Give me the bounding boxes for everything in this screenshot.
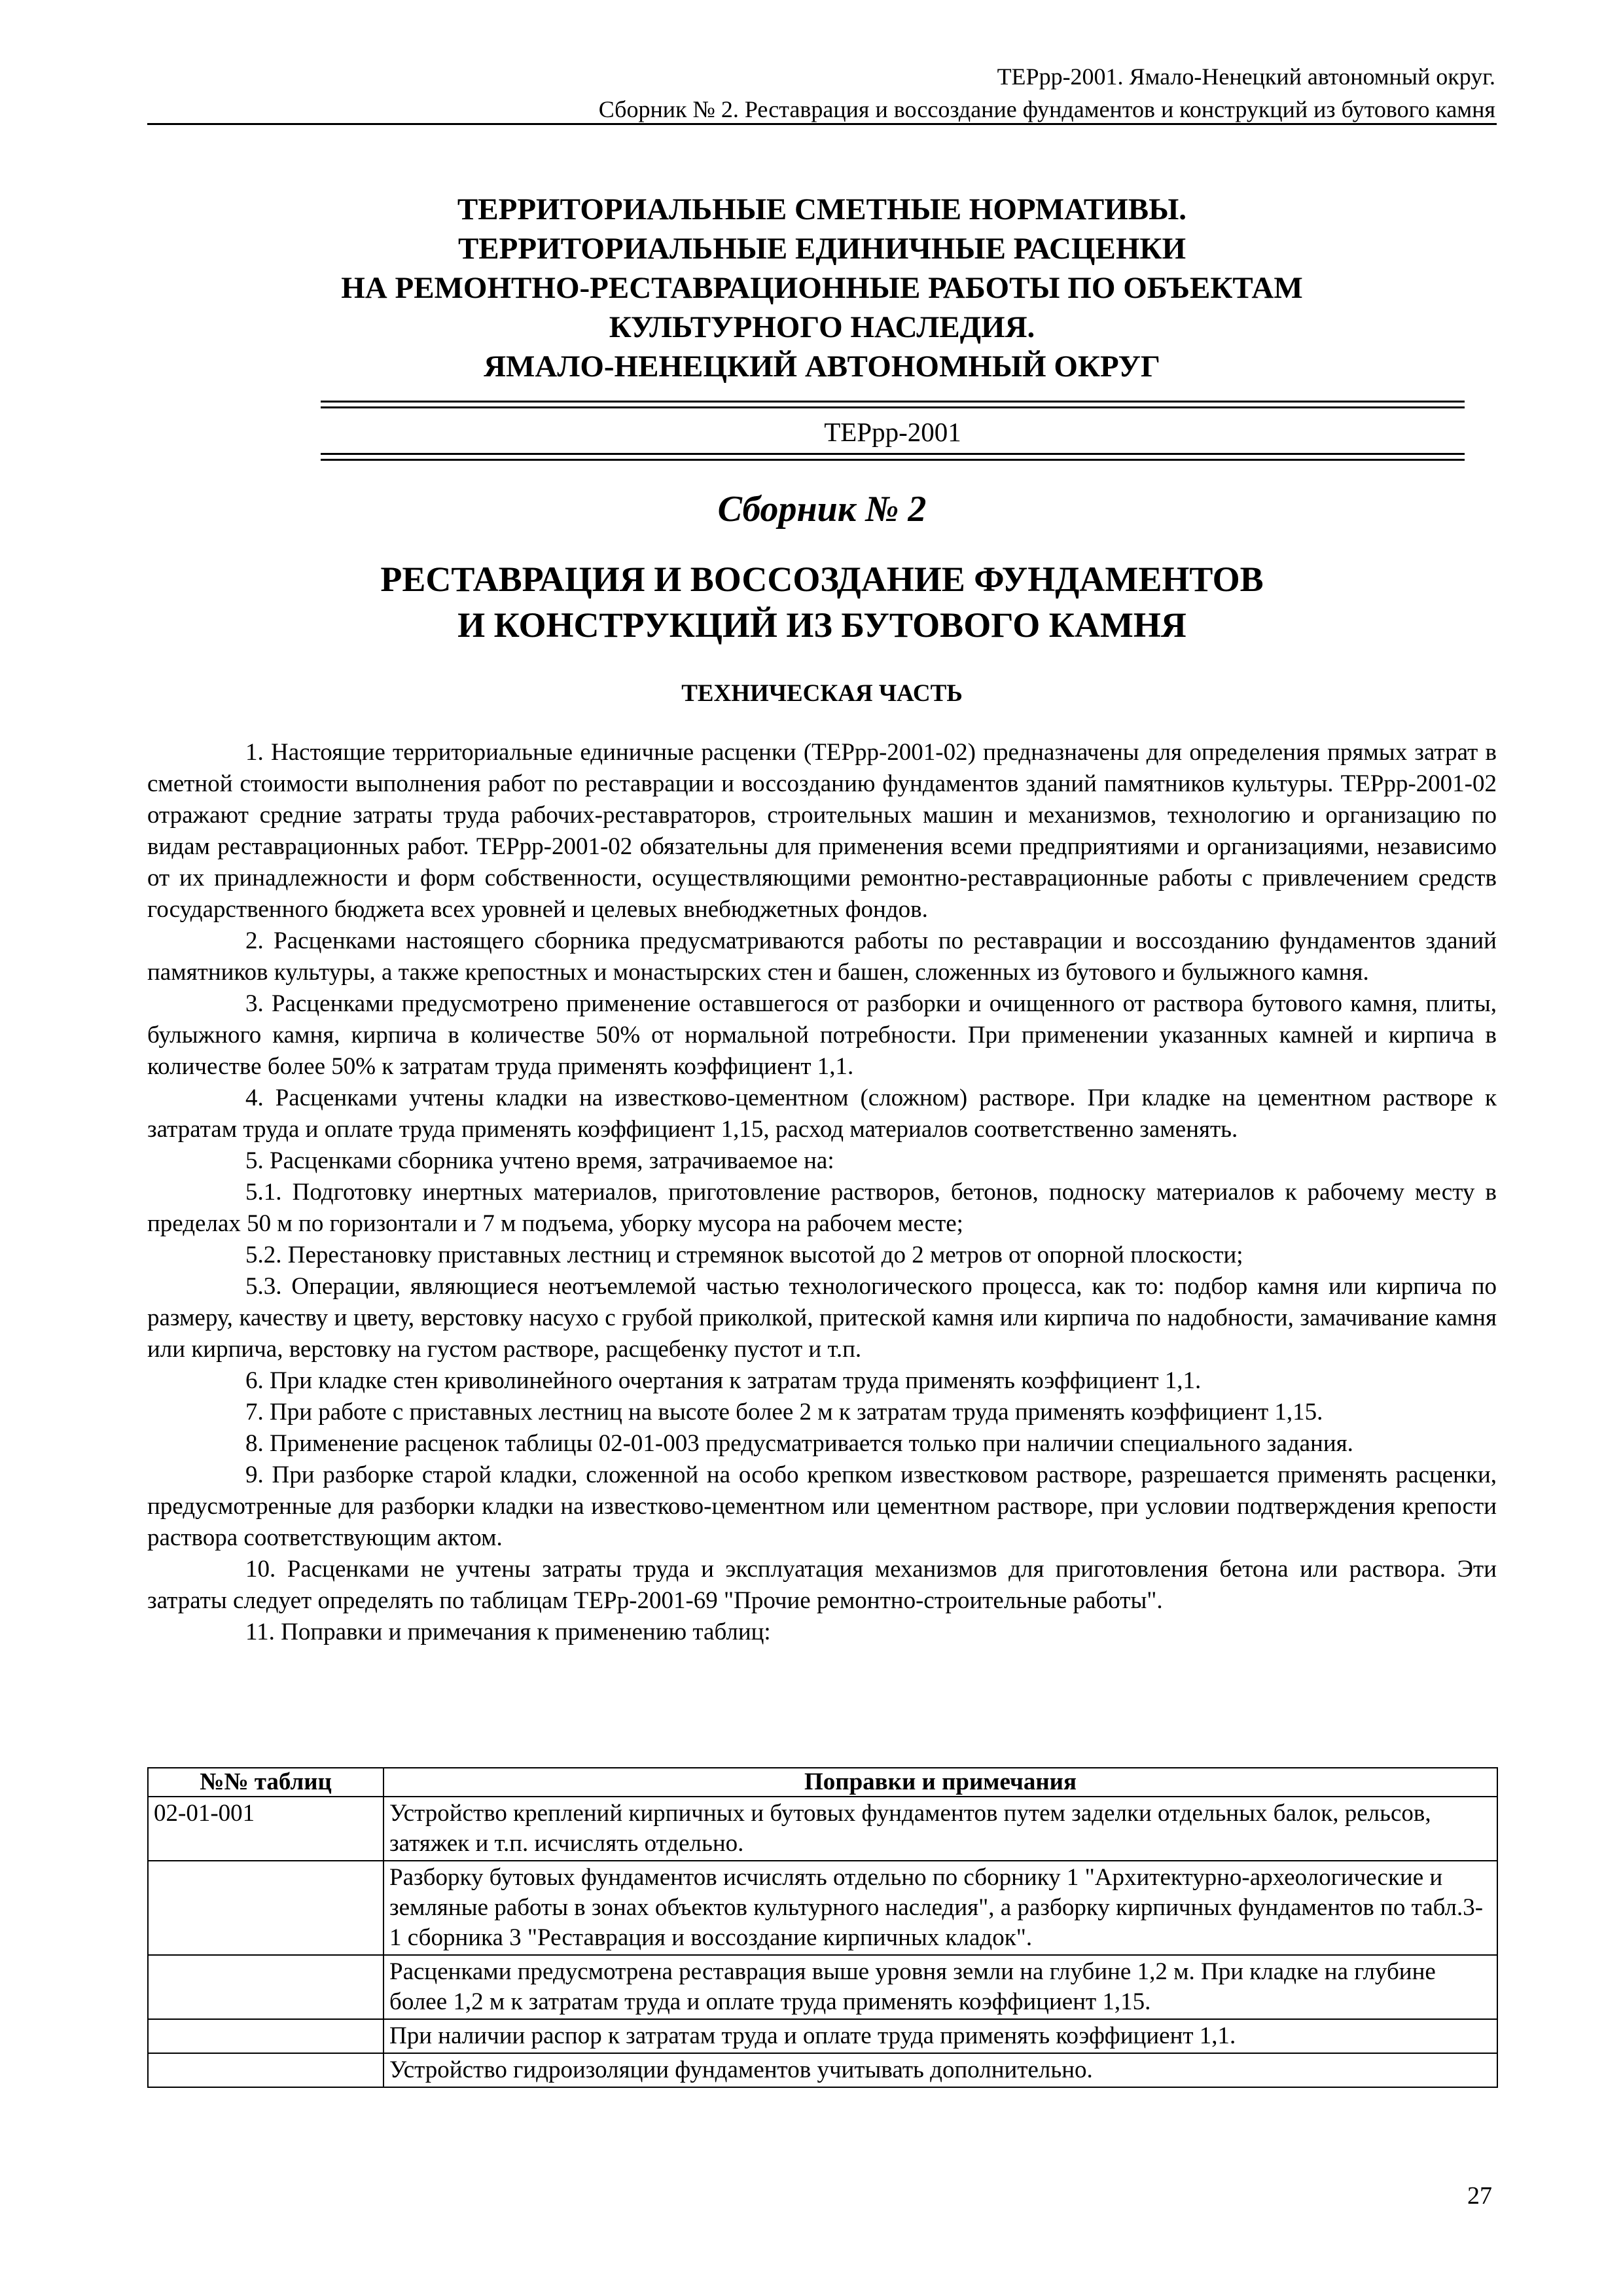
running-header-line-1: ТЕРрр-2001. Ямало-Ненецкий автономный округ.	[997, 63, 1495, 90]
paragraph-7: 7. При работе с приставных лестниц на высоте более 2 м к затратам труда применять коэффициент 1,15.	[245, 1399, 1323, 1426]
header-notes: Поправки и примечания	[383, 1768, 1497, 1797]
double-rule-top	[321, 401, 1465, 408]
running-header	[147, 60, 1495, 126]
table-row	[148, 1797, 1497, 1861]
table-number-cell	[148, 1955, 383, 2019]
table-row	[148, 1861, 1497, 1955]
paragraph-6: 6. При кладке стен криволинейного очертания к затратам труда применять коэффициент 1,1.	[245, 1367, 1202, 1394]
section-title-line-1: РЕСТАВРАЦИЯ И ВОССОЗДАНИЕ ФУНДАМЕНТОВ	[380, 560, 1264, 599]
title-line-2: ТЕРРИТОРИАЛЬНЫЕ ЕДИНИЧНЫЕ РАСЦЕНКИ	[457, 232, 1186, 266]
paragraph-5: 5. Расценками сборника учтено время, затрачиваемое на:	[245, 1147, 834, 1174]
title-line-3: НА РЕМОНТНО-РЕСТАВРАЦИОННЫЕ РАБОТЫ ПО ОБЪЕКТАМ	[341, 271, 1303, 305]
table-header-row	[148, 1768, 1497, 1797]
note-cell: При наличии распор к затратам труда и оплате труда применять коэффициент 1,1.	[383, 2019, 1497, 2053]
paragraph-9: 9. При разборке старой кладки, сложенной на особо крепком известковом растворе, разрешается применять расценки, предусмотренные для разборки кладки на известково-цементном или цементном растворе, при условии подтверждения крепости раствора соответствующим актом.	[147, 1462, 1497, 1551]
paragraph-11: 11. Поправки и примечания к применению таблиц:	[245, 1619, 771, 1645]
double-rule-bottom	[321, 453, 1465, 461]
paragraph-1: 1. Настоящие территориальные единичные расценки (ТЕРрр-2001-02) предназначены для определения прямых затрат в сметной стоимости выполнения работ по реставрации и воссозданию фундаментов зданий памятников культуры. ТЕРрр-2001-02 отражают средние затраты труда рабочих-реставраторов, строительных машин и механизмов, технологию и организацию по видам реставрационных работ. ТЕРрр-2001-02 обязательны для применения всеми предприятиями и организациями, независимо от их принадлежности и форм собственности, осуществляющими ремонтно-реставрационные работы с привлечением средств государственного бюджета всех уровней и целевых внебюджетных фондов.	[147, 739, 1497, 923]
page-number: 27	[1467, 2182, 1492, 2210]
table-number-cell: 02-01-001	[148, 1797, 383, 1861]
collection-title: Сборник № 2	[717, 489, 927, 529]
note-cell: Устройство креплений кирпичных и бутовых фундаментов путем заделки отдельных балок, рельсов, затяжек и т.п. исчислять отдельно.	[383, 1797, 1497, 1861]
paragraph-10: 10. Расценками не учтены затраты труда и эксплуатация механизмов для приготовления бетона или раствора. Эти затраты следует определять по таблицам ТЕРр-2001-69 "Прочие ремонтно-строительные работы".	[147, 1556, 1497, 1614]
header-table-numbers: №№ таблиц	[148, 1768, 383, 1797]
note-cell: Расценками предусмотрена реставрация выше уровня земли на глубине 1,2 м. При кладке на глубине более 1,2 м к затратам труда и оплате труда применять коэффициент 1,15.	[383, 1955, 1497, 2019]
paragraph-5-2: 5.2. Перестановку приставных лестниц и стремянок высотой до 2 метров от опорной плоскости;	[245, 1242, 1243, 1268]
paragraph-8: 8. Применение расценок таблицы 02-01-003 предусматривается только при наличии специального задания.	[245, 1430, 1353, 1457]
running-header-line-2: Сборник № 2. Реставрация и воссоздание фундаментов и конструкций из бутового камня	[598, 96, 1495, 122]
table-number-cell	[148, 2053, 383, 2087]
paragraph-5-1: 5.1. Подготовку инертных материалов, приготовление растворов, бетонов, подноску материалов к рабочему месту в пределах 50 м по горизонтали и 7 м подъема, уборку мусора на рабочем месте;	[147, 1179, 1497, 1237]
title-line-5: ЯМАЛО-НЕНЕЦКИЙ АВТОНОМНЫЙ ОКРУГ	[484, 350, 1160, 384]
paragraph-2: 2. Расценками настоящего сборника предусматриваются работы по реставрации и воссозданию фундаментов зданий памятников культуры, а также крепостных и монастырских стен и башен, сложенных из бутового и булыжного камня.	[147, 927, 1497, 986]
note-cell: Разборку бутовых фундаментов исчислять отдельно по сборнику 1 "Архитектурно-археологические и земляные работы в зонах объектов культурного наследия", а разборку кирпичных фундаментов по табл.3-1 сборника 3 "Реставрация и воссоздание кирпичных кладок".	[383, 1861, 1497, 1955]
technical-part-heading: ТЕХНИЧЕСКАЯ ЧАСТЬ	[681, 680, 963, 707]
section-title	[147, 556, 1497, 648]
table-number-cell	[148, 2019, 383, 2053]
document-title	[147, 190, 1497, 386]
notes-table	[147, 1767, 1498, 2088]
norm-code: ТЕРрр-2001	[824, 417, 961, 447]
section-title-line-2: И КОНСТРУКЦИЙ ИЗ БУТОВОГО КАМНЯ	[457, 605, 1186, 645]
paragraph-5-3: 5.3. Операции, являющиеся неотъемлемой частью технологического процесса, как то: подбор камня или кирпича по размеру, качеству и цвету, верстовку насухо с грубой приколкой, притеской камня или кирпича по надобности, замачивание камня или кирпича, верстовку на густом растворе, расщебенку пустот и т.п.	[147, 1273, 1497, 1363]
paragraph-3: 3. Расценками предусмотрено применение оставшегося от разборки и очищенного от раствора бутового камня, плиты, булыжного камня, кирпича в количестве 50% от нормальной потребности. При применении указанных камней и кирпича в количестве более 50% к затратам труда применять коэффициент 1,1.	[147, 990, 1497, 1080]
title-line-4: КУЛЬТУРНОГО НАСЛЕДИЯ.	[609, 310, 1035, 344]
table-row	[148, 2053, 1497, 2087]
table-row	[148, 1955, 1497, 2019]
header-rule	[147, 123, 1497, 125]
technical-part-body	[147, 737, 1497, 1648]
paragraph-4: 4. Расценками учтены кладки на известково-цементном (сложном) растворе. При кладке на цементном растворе к затратам труда и оплате труда применять коэффициент 1,15, расход материалов соответственно заменять.	[147, 1085, 1497, 1143]
title-line-1: ТЕРРИТОРИАЛЬНЫЕ СМЕТНЫЕ НОРМАТИВЫ.	[457, 192, 1187, 226]
table-row	[148, 2019, 1497, 2053]
note-cell: Устройство гидроизоляции фундаментов учитывать дополнительно.	[383, 2053, 1497, 2087]
table-number-cell	[148, 1861, 383, 1955]
